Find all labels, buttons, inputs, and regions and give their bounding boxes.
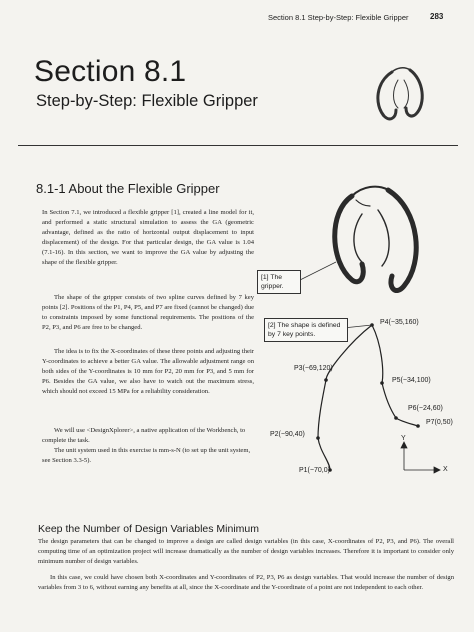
coordinate-axes <box>401 442 440 473</box>
point-p7 <box>416 424 420 428</box>
axis-x-label: X <box>443 466 448 473</box>
page-number: 283 <box>430 12 444 21</box>
paragraph-1: In Section 7.1, we introduced a flexible gripper [1], created a line model for it, and performed a static structural simulation to assess the GA (geometric advantage, defined as the ratio of horizontal output displacement to input displacement) of the design. For that particular design, the GA value is 1.04 (7.1-16). In this section, we want to improve the GA value by adjusting the shape of the flexible gripper. <box>42 209 254 266</box>
label-p5: P5(−34,100) <box>392 377 431 384</box>
callout-gripper: [1] The gripper. <box>257 270 301 294</box>
section-subtitle: Step-by-Step: Flexible Gripper <box>36 92 258 110</box>
paragraph-5: The unit system used in this exercise is mm-s-N (to set up the unit system, see Section 3.3-5). <box>42 447 251 464</box>
note-heading: Keep the Number of Design Variables Minimum <box>38 523 259 535</box>
paragraph-3: The idea is to fix the X-coordinates of these three points and adjusting their Y-coordinates to achieve a better GA value. The allowable adjustment range on both sides of the Y-coordinates is 10 mm for P2, 20 mm for P3, and 5 mm for P6. Besides the GA value, we also have to watch out the maximum stress, which should not exceed 15 MPa for a reliability consideration. <box>42 348 254 395</box>
point-p3 <box>324 378 328 382</box>
point-p5 <box>380 381 384 385</box>
point-p6 <box>394 416 398 420</box>
label-p3: P3(−69,120) <box>294 365 333 372</box>
label-p1: P1(−70,0) <box>299 467 330 474</box>
section-title: Section 8.1 <box>34 55 187 88</box>
paragraph-4: We will use <DesignXplorer>, a native application of the Workbench, to complete the task. <box>42 427 246 444</box>
note-paragraph-2: In this case, we could have chosen both X-coordinates and Y-coordinates of P2, P3, P6 as design variables. That would increase the number of design variables from 3 to 6, without earning any benefits at all, since the X-coordinate and the Y-coordinate of a point are not independent to each other. <box>38 574 454 591</box>
label-p6: P6(−24,60) <box>408 405 443 412</box>
label-p7: P7(0,50) <box>426 419 453 426</box>
point-p2 <box>316 436 320 440</box>
note-paragraph-1: The design parameters that can be changed to improve a design are called design variables (in this case, X-coordinates of P2, P3, and P6). The overall computing time of an optimization project will increase dramatically as the number of design variables increases. Therefore it is important to consider only minimum number of design variables. <box>38 538 454 565</box>
gripper-large-icon <box>335 187 416 291</box>
label-p2: P2(−90,40) <box>270 431 305 438</box>
axis-y-label: Y <box>401 435 406 442</box>
gripper-small-icon <box>378 68 422 119</box>
running-head: Section 8.1 Step-by-Step: Flexible Gripper <box>268 13 409 22</box>
callout-key-points: [2] The shape is defined by 7 key points. <box>264 318 348 342</box>
subsection-heading: 8.1-1 About the Flexible Gripper <box>36 181 220 196</box>
label-p4: P4(−35,160) <box>380 319 419 326</box>
paragraph-2: The shape of the gripper consists of two spline curves defined by 7 key points [2]. Positions of the P1, P4, P5, and P7 are fixed (cannot be changed) due to constraints imposed by some functional requirements. The positions of the P2, P3, and P6 are free to be changed. <box>42 294 254 331</box>
